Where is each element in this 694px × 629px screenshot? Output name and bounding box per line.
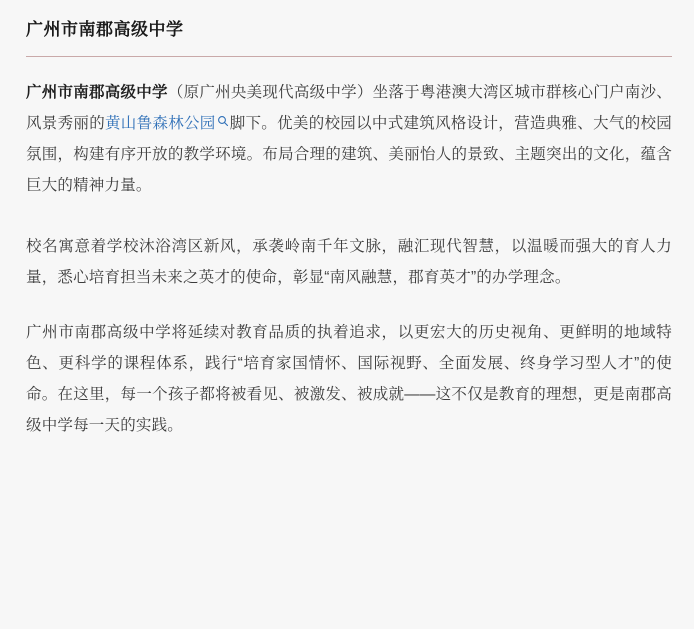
paragraph-3: 广州市南郡高级中学将延续对教育品质的执着追求，以更宏大的历史视角、更鲜明的地域特色、更科学的课程体系，践行“培育家国情怀、国际视野、全面发展、终身学习型人才”的使命。在这里，每一个孩子都将被看见、被激发、被成就——这不仅是教育的理想，更是南郡高级中学每一天的实践。	[26, 323, 672, 434]
paragraph-2: 校名寓意着学校沐浴湾区新风，承袭岭南千年文脉，融汇现代智慧，以温暖而强大的育人力量，悉心培育担当未来之英才的使命，彰显“南风融慧，郡育英才”的办学理念。	[26, 237, 672, 286]
paragraph-1	[26, 77, 672, 201]
school-name-emphasis: 广州市南郡高级中学	[26, 83, 168, 101]
page-title: 广州市南郡高级中学	[26, 20, 184, 39]
title-divider	[26, 56, 672, 57]
park-link[interactable]: 黄山鲁森林公园	[105, 114, 216, 132]
paragraph-1-after-link: 脚下。优美的校园以中式建筑风格设计，营造典雅、大气的校园氛围，构建有序开放的教学环境。布局合理的建筑、美丽怡人的景致、主题突出的文化，蕴含巨大的精神力量。	[26, 114, 672, 194]
search-icon[interactable]	[217, 115, 229, 127]
paragraph-1-before-link: （原广州央美现代高级中学）坐落于粤港澳大湾区城市群核心门户南沙、风景秀丽的	[26, 83, 672, 132]
